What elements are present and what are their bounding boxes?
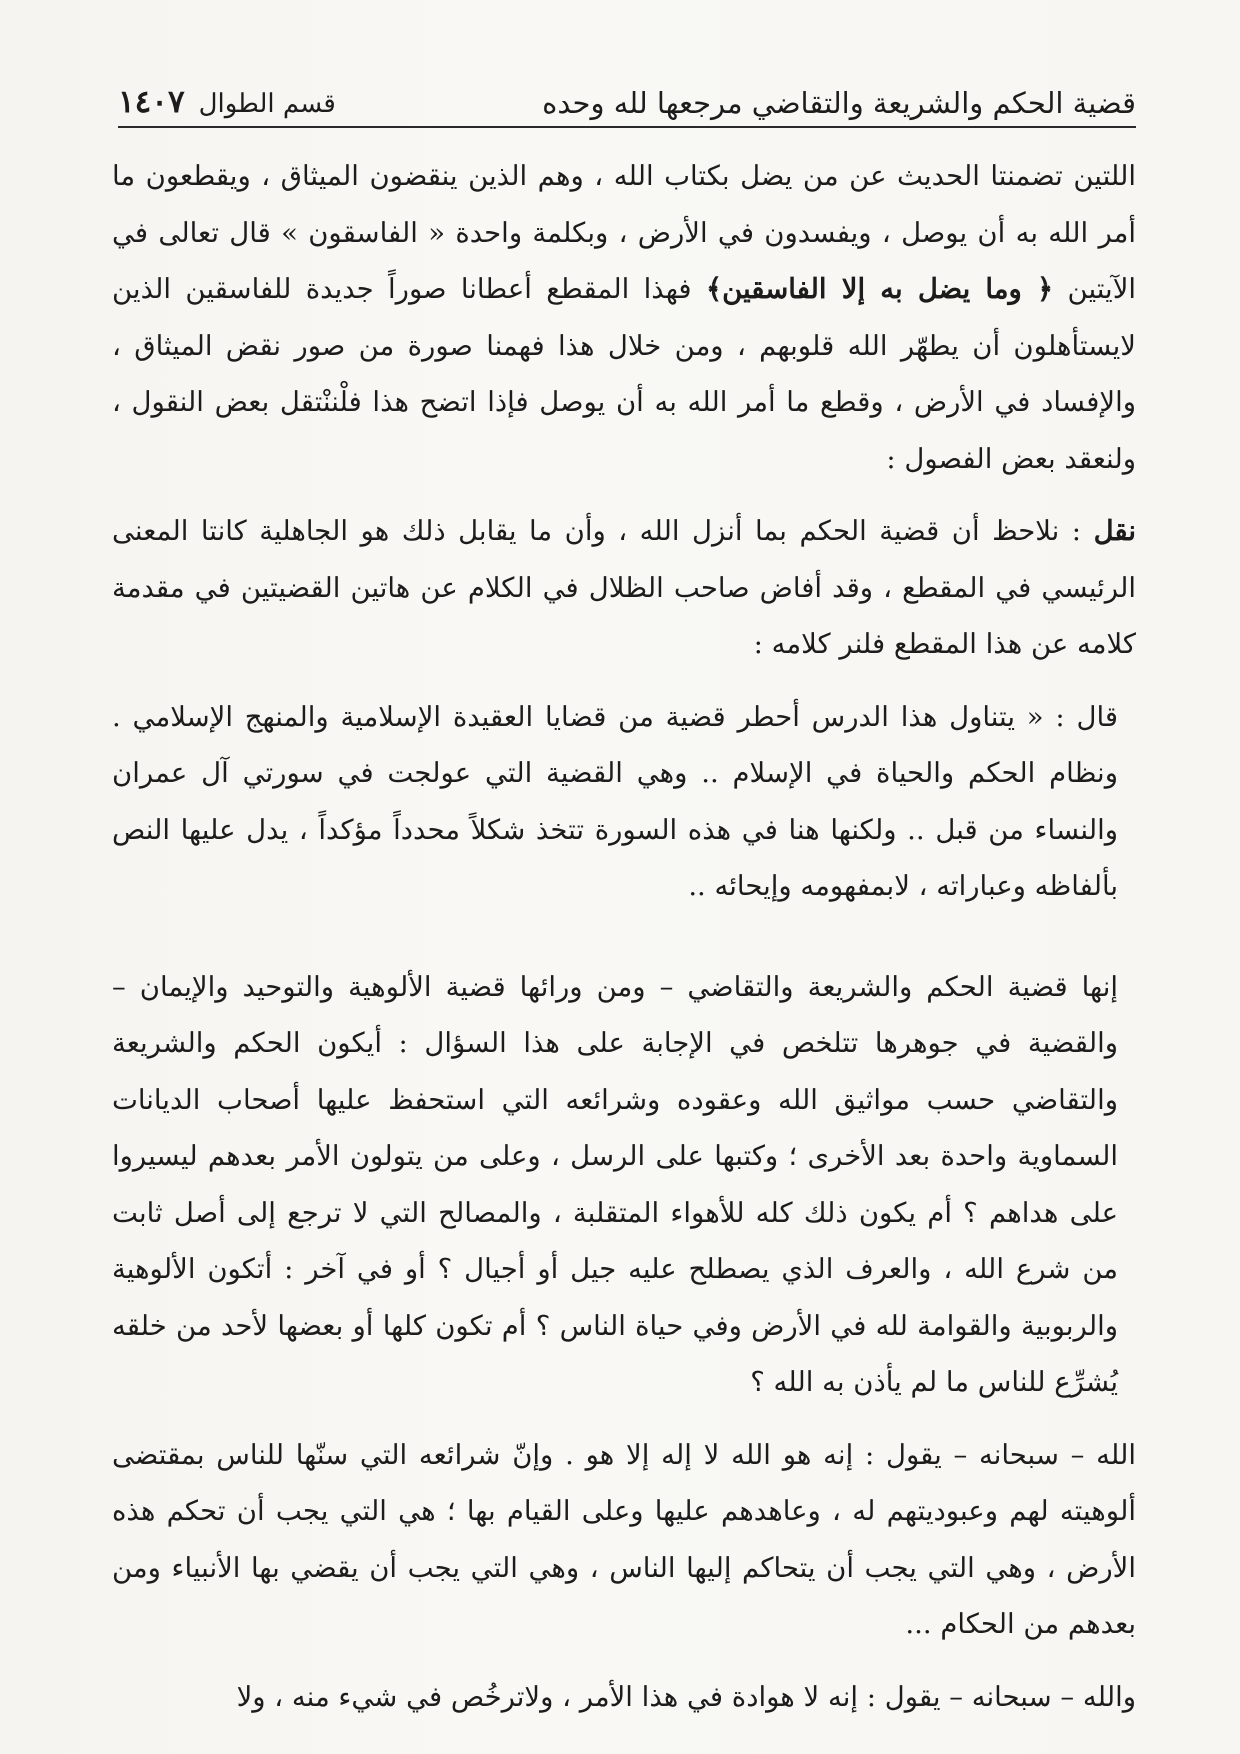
section-name: قسم الطوال — [198, 89, 336, 119]
text-run: قال : « يتناول هذا الدرس أحطر قضية من قضايا العقيدة الإسلامية والمنهج الإسلامي . ونظام الحكم والحياة في الإسلام .. وهي القضية التي عولجت في سورتي آل عمران والنساء من قبل .. ولكنها هنا في هذه السورة تتخذ شكلاً محدداً مؤكداً ، يدل عليها النص بألفاظه وعباراته ، لابمفهومه وإيحائه .. — [112, 700, 1118, 902]
section-label: نقل — [1093, 515, 1136, 547]
text-run: : نلاحظ أن قضية الحكم بما أنزل الله ، وأن ما يقابل ذلك هو الجاهلية كانتا المعنى الرئيسي في المقطع ، وقد أفاض صاحب الظلال في الكلام عن هاتين القضيتين في مقدمة كلامه عن هذا المقطع فلنر كلامه : — [112, 515, 1136, 660]
text-run: الله – سبحانه – يقول : إنه هو الله لا إله إلا هو . وإنّ شرائعه التي سنّها للناس بمقتضى ألوهيته لهم وعبوديتهم له ، وعاهدهم عليها وعلى القيام بها ؛ هي التي يجب أن تحكم هذه الأرض ، وهي التي يجب أن يتحاكم إليها الناس ، وهي التي يجب أن يقضي بها الأنبياء ومن بعدهم من الحكام ... — [112, 1438, 1136, 1640]
paragraph — [112, 148, 1136, 487]
text-run: إنها قضية الحكم والشريعة والتقاضي – ومن ورائها قضية الألوهية والتوحيد والإيمان – والقضية في جوهرها تتلخص في الإجابة على هذا السؤال : أيكون الحكم والشريعة والتقاضي حسب مواثيق الله وعقوده وشرائعه التي استحفظ عليها أصحاب الديانات السماوية واحدة بعد الأخرى ؛ وكتبها على الرسل ، وعلى من يتولون الأمر بعدهم ليسيروا على هداهم ؟ أم يكون ذلك كله للأهواء المتقلبة ، والمصالح التي لا ترجع إلى أصل ثابت من شرع الله ، والعرف الذي يصطلح عليه جيل أو أجيال ؟ أو في آخر : أتكون الألوهية والربوبية والقوامة لله في الأرض وفي حياة الناس ؟ أم تكون كلها أو بعضها لأحد من خلقه يُشرِّع للناس ما لم يأذن به الله ؟ — [112, 970, 1118, 1398]
paragraph — [112, 959, 1136, 1411]
page-header — [118, 70, 1136, 128]
header-left — [118, 84, 336, 120]
body-text — [112, 148, 1136, 1725]
text-run: اللتين تضمنتا الحديث عن من يضل بكتاب الله ، وهم الذين ينقضون الميثاق ، ويقطعون ما أمر الله به أن يوصل ، ويفسدون في الأرض ، وبكلمة واحدة « الفاسقون » قال تعالى في الآيتين — [112, 160, 1137, 305]
paragraph — [112, 503, 1136, 673]
text-run: والله – سبحانه – يقول : إنه لا هوادة في هذا الأمر ، ولاترخُص في شيء منه ، ولا — [236, 1680, 1136, 1713]
paragraph — [112, 689, 1136, 915]
paragraph — [112, 1669, 1136, 1726]
page-number: ١٤٠٧ — [118, 84, 185, 120]
paragraph — [112, 1427, 1136, 1653]
text-run: فهذا المقطع أعطانا صوراً جديدة للفاسقين الذين لايستأهلون أن يطهّر الله قلوبهم ، ومن خلال هذا فهمنا صورة من صور نقض الميثاق ، والإفساد في الأرض ، وقطع ما أمر الله به أن يوصل فإذا اتضح هذا فلْننْتقل بعض النقول ، ولنعقد بعض الفصول : — [112, 273, 1136, 475]
running-title: قضية الحكم والشريعة والتقاضي مرجعها لله وحده — [542, 86, 1136, 120]
quran-verse: ﴿ وما يضل به إلا الفاسقين﴾ — [705, 273, 1054, 305]
